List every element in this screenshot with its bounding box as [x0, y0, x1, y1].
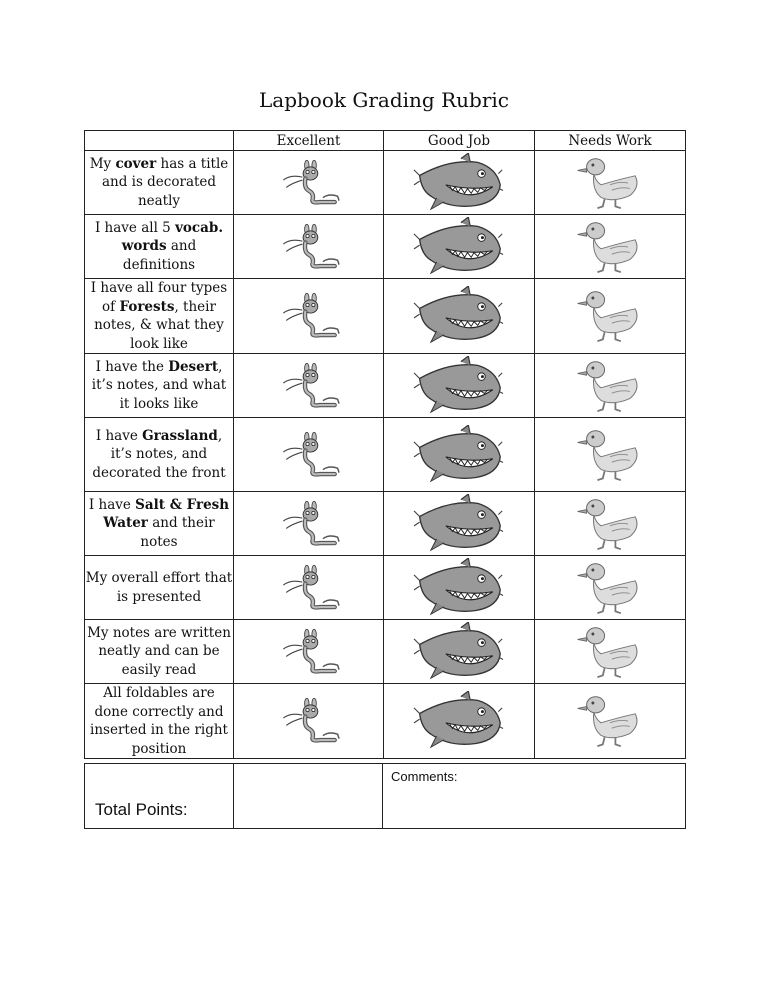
criterion-fragment: , their notes, & what they look like [94, 298, 224, 352]
score-cell-excellent[interactable] [234, 492, 384, 556]
score-cell-excellent[interactable] [234, 556, 384, 620]
score-cell-excellent[interactable] [234, 215, 384, 279]
criterion-keyword: Grassland [142, 427, 218, 444]
criterion-text [85, 684, 234, 759]
score-cell-good[interactable] [384, 492, 535, 556]
shark-icon [411, 286, 507, 346]
header-blank [85, 131, 234, 151]
criterion-keyword: cover [115, 155, 157, 172]
shark-icon [411, 691, 507, 751]
snake-icon [276, 432, 342, 478]
score-cell-needs-work[interactable] [535, 215, 686, 279]
criterion-text [85, 492, 234, 556]
shark-icon [411, 153, 507, 213]
rubric-row [85, 556, 686, 620]
header-excellent: Excellent [234, 131, 384, 151]
snake-icon [276, 293, 342, 339]
duck-icon [574, 218, 646, 276]
duck-icon [574, 495, 646, 553]
snake-icon [276, 629, 342, 675]
criterion-fragment: My overall effort that is presented [85, 570, 233, 605]
shark-icon [411, 217, 507, 277]
shark-icon [411, 558, 507, 618]
score-cell-good[interactable] [384, 684, 535, 759]
criterion-keyword: Salt & Fresh Water [103, 496, 230, 532]
comments-cell[interactable] [383, 764, 686, 829]
shark-icon [411, 356, 507, 416]
duck-icon [574, 426, 646, 484]
criterion-text [85, 418, 234, 492]
snake-icon [276, 160, 342, 206]
page-title: Lapbook Grading Rubric [259, 88, 509, 112]
score-cell-needs-work[interactable] [535, 354, 686, 418]
header-needs-work: Needs Work [535, 131, 686, 151]
criterion-text [85, 279, 234, 354]
score-cell-needs-work[interactable] [535, 492, 686, 556]
score-cell-good[interactable] [384, 354, 535, 418]
criterion-fragment: I have [88, 496, 136, 513]
criterion-fragment: I have the [95, 358, 169, 375]
header-row [85, 131, 686, 151]
score-cell-needs-work[interactable] [535, 279, 686, 354]
criterion-fragment: All foldables are done correctly and inserted in the right position [90, 685, 228, 757]
score-cell-needs-work[interactable] [535, 418, 686, 492]
criterion-keyword: Forests [119, 298, 175, 315]
criterion-text [85, 151, 234, 215]
snake-icon [276, 565, 342, 611]
shark-icon [411, 622, 507, 682]
score-cell-needs-work[interactable] [535, 620, 686, 684]
total-points-cell [85, 764, 234, 829]
score-cell-excellent[interactable] [234, 151, 384, 215]
criterion-fragment: I have all four types of [90, 280, 228, 315]
score-cell-good[interactable] [384, 418, 535, 492]
rubric-row [85, 684, 686, 759]
criterion-fragment: , it’s notes, and what it looks like [91, 358, 227, 412]
total-points-value-cell[interactable] [234, 764, 383, 829]
footer-table [84, 763, 686, 829]
duck-icon [574, 357, 646, 415]
rubric-row [85, 151, 686, 215]
criterion-keyword: Desert [168, 358, 219, 375]
duck-icon [574, 559, 646, 617]
score-cell-excellent[interactable] [234, 418, 384, 492]
criterion-text [85, 215, 234, 279]
shark-icon [411, 425, 507, 485]
comments-label: Comments: [391, 769, 458, 784]
score-cell-excellent[interactable] [234, 279, 384, 354]
criterion-fragment: I have [95, 427, 143, 444]
snake-icon [276, 363, 342, 409]
score-cell-good[interactable] [384, 556, 535, 620]
score-cell-good[interactable] [384, 620, 535, 684]
criterion-fragment: I have all 5 [94, 219, 176, 236]
criterion-text [85, 556, 234, 620]
criterion-fragment: , it’s notes, and decorated the front [92, 427, 226, 481]
score-cell-needs-work[interactable] [535, 556, 686, 620]
criterion-fragment: and definitions [122, 238, 197, 273]
header-good-job: Good Job [384, 131, 535, 151]
duck-icon [574, 287, 646, 345]
score-cell-needs-work[interactable] [535, 684, 686, 759]
rubric-table [84, 130, 686, 759]
criterion-text [85, 620, 234, 684]
rubric-row [85, 492, 686, 556]
duck-icon [574, 692, 646, 750]
snake-icon [276, 698, 342, 744]
duck-icon [574, 154, 646, 212]
score-cell-needs-work[interactable] [535, 151, 686, 215]
criterion-fragment: and their notes [140, 515, 215, 550]
snake-icon [276, 501, 342, 547]
rubric-row [85, 354, 686, 418]
criterion-fragment: My [89, 155, 116, 172]
snake-icon [276, 224, 342, 270]
rubric-row [85, 418, 686, 492]
criterion-keyword: vocab. words [121, 219, 224, 255]
criterion-text [85, 354, 234, 418]
score-cell-excellent[interactable] [234, 354, 384, 418]
rubric-row [85, 620, 686, 684]
criterion-fragment: My notes are written neatly and can be easily read [87, 624, 231, 678]
duck-icon [574, 623, 646, 681]
score-cell-excellent[interactable] [234, 684, 384, 759]
score-cell-excellent[interactable] [234, 620, 384, 684]
score-cell-good[interactable] [384, 215, 535, 279]
shark-icon [411, 494, 507, 554]
rubric-row [85, 215, 686, 279]
score-cell-good[interactable] [384, 279, 535, 354]
score-cell-good[interactable] [384, 151, 535, 215]
total-points-label: Total Points: [95, 800, 188, 819]
rubric-row [85, 279, 686, 354]
criterion-fragment: has a title and is decorated neatly [101, 155, 229, 209]
